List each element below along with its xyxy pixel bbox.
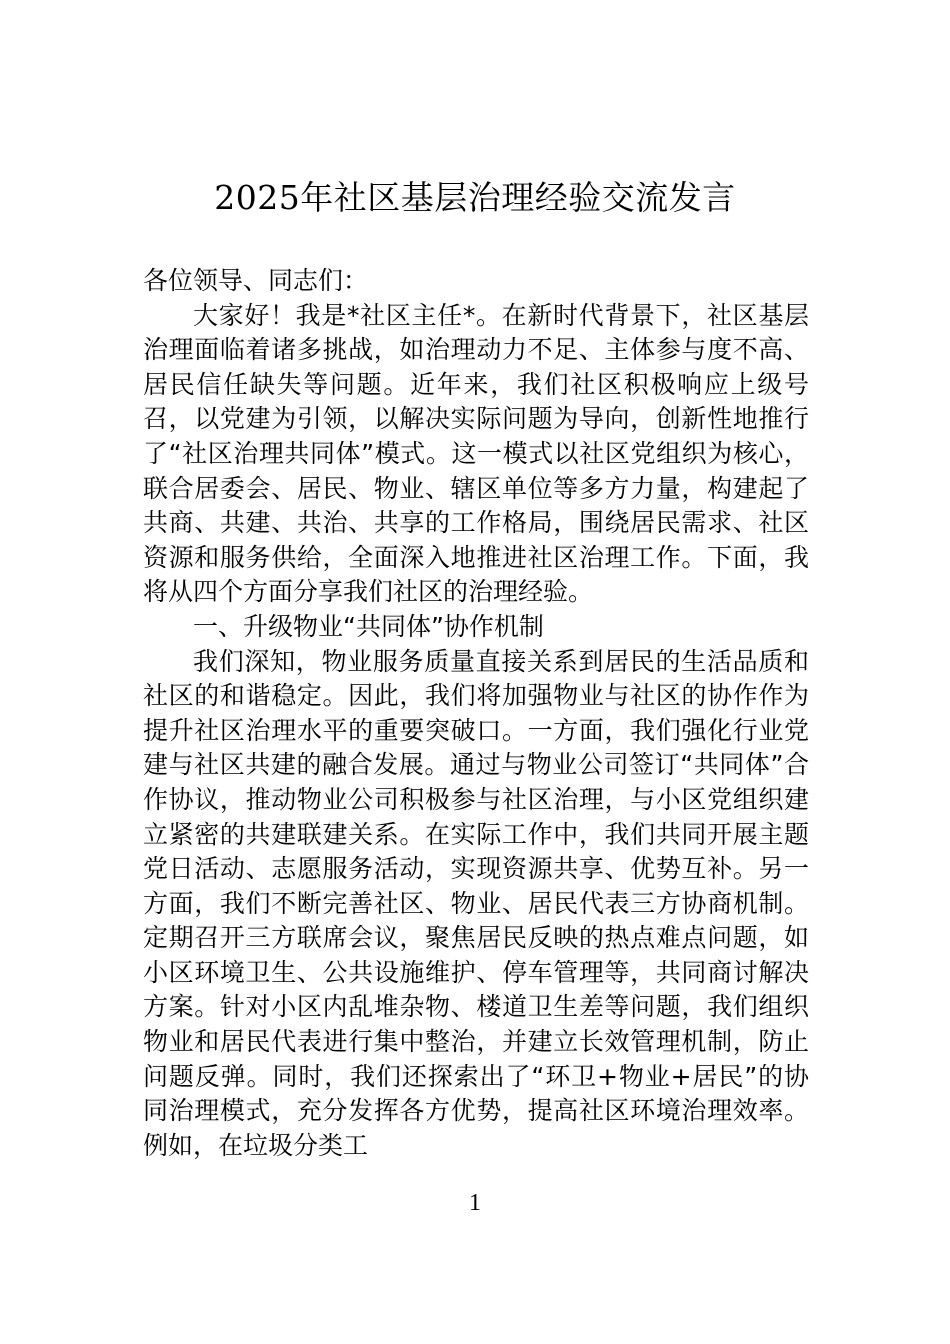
paragraph-section-1: 我们深知，物业服务质量直接关系到居民的生活品质和社区的和谐稳定。因此，我们将加强物业与社区的协作作为提升社区治理水平的重要突破口。一方面，我们强化行业党建与社区共建的融合发展。通过与物业公司签订“共同体”合作协议，推动物业公司积极参与社区治理，与小区党组织建立紧密的共建联建关系。在实际工作中，我们共同开展主题党日活动、志愿服务活动，实现资源共享、优势互补。另一方面，我们不断完善社区、物业、居民代表三方协商机制。定期召开三方联席会议，聚焦居民反映的热点难点问题，如小区环境卫生、公共设施维护、停车管理等，共同商讨解决方案。针对小区内乱堆杂物、楼道卫生差等问题，我们组织物业和居民代表进行集中整治，并建立长效管理机制，防止问题反弹。同时，我们还探索出了“环卫+物业+居民”的协同治理模式，充分发挥各方优势，提高社区环境治理效率。例如，在垃圾分类工 — [143, 646, 809, 1160]
salutation: 各位领导、同志们： — [143, 266, 369, 295]
document-body — [143, 264, 809, 1163]
page-number: 1 — [469, 1190, 481, 1216]
section-heading-1: 一、升级物业“共同体”协作机制 — [193, 611, 544, 641]
document-title: 2025年社区基层治理经验交流发言 — [214, 178, 736, 217]
paragraph-intro: 大家好！我是*社区主任*。在新时代背景下，社区基层治理面临着诸多挑战，如治理动力不足、主体参与度不高、居民信任缺失等问题。近年来，我们社区积极响应上级号召，以党建为引领，以解决实际问题为导向，创新性地推行了“社区治理共同体”模式。这一模式以社区党组织为核心，联合居委会、居民、物业、辖区单位等多方力量，构建起了共商、共建、共治、共享的工作格局，围绕居民需求、社区资源和服务供给，全面深入地推进社区治理工作。下面，我将从四个方面分享我们社区的治理经验。 — [143, 300, 809, 607]
